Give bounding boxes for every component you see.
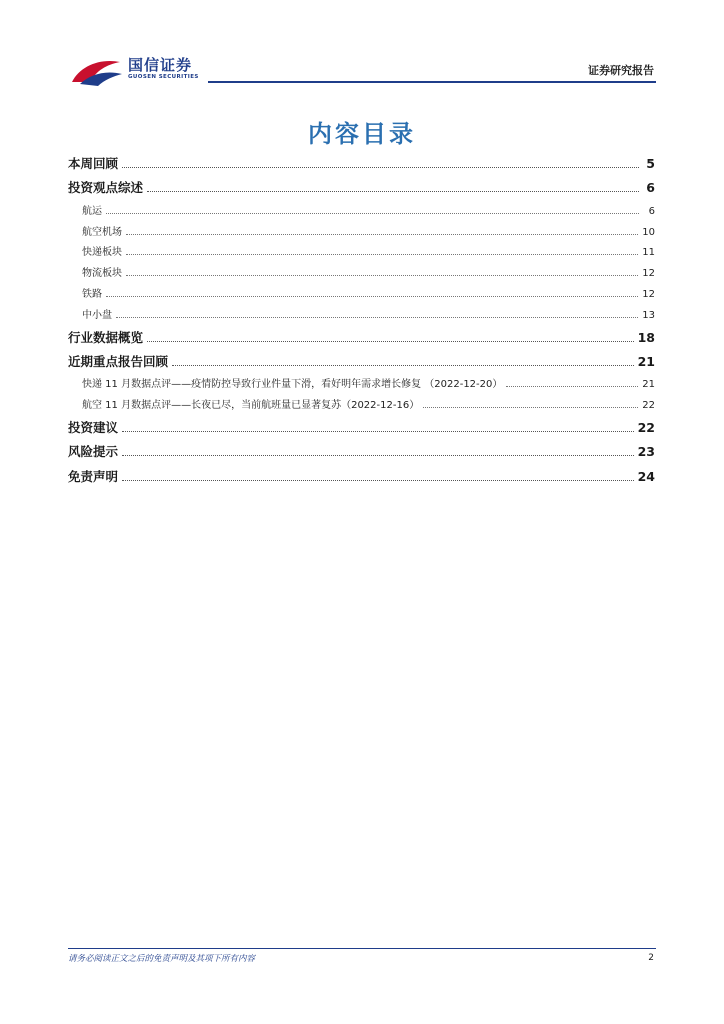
toc-entry-page: 23 — [637, 444, 655, 460]
toc-entry-page: 13 — [642, 309, 655, 321]
toc-entry-page: 21 — [642, 379, 655, 391]
toc-entry-page: 11 — [642, 247, 655, 259]
logo-name: 国信证券 — [128, 56, 193, 74]
toc-leader-dots — [126, 275, 638, 276]
toc-entry-page: 5 — [646, 156, 655, 171]
footer-disclaimer: 请务必阅读正文之后的免责声明及其项下所有内容 — [68, 954, 256, 964]
toc-leader-dots — [147, 341, 634, 342]
toc-entry[interactable] — [68, 152, 655, 176]
toc-entry[interactable] — [68, 201, 655, 222]
report-type: 证券研究报告 — [588, 64, 654, 77]
toc-entry-page: 10 — [642, 226, 655, 238]
toc-entry-label: 铁路 — [82, 288, 102, 300]
toc-entry-page: 18 — [637, 329, 655, 345]
toc-entry-label: 中小盘 — [82, 309, 112, 321]
toc-entry[interactable] — [68, 326, 655, 350]
toc-entry-label: 风险提示 — [68, 444, 119, 460]
toc-entry-page: 22 — [642, 400, 655, 412]
toc-entry-label: 本周回顾 — [68, 156, 119, 171]
toc-entry-page: 22 — [637, 419, 655, 435]
toc-leader-dots — [126, 254, 638, 255]
toc-entry-label: 航空 11 月数据点评——长夜已尽，当前航班量已显著复苏（2022-12-16） — [82, 400, 420, 412]
page-number: 2 — [648, 953, 654, 963]
toc-entry[interactable] — [68, 242, 655, 263]
toc-entry-label: 免责声明 — [68, 468, 119, 484]
toc-entry-page: 12 — [642, 268, 655, 280]
toc-entry[interactable] — [68, 284, 655, 305]
toc-leader-dots — [116, 317, 638, 318]
toc-entry-label: 近期重点报告回顾 — [68, 353, 169, 369]
toc-leader-dots — [122, 431, 634, 432]
toc-leader-dots — [106, 213, 639, 214]
toc-entry-label: 航空机场 — [82, 226, 122, 238]
toc-entry[interactable] — [68, 416, 655, 440]
toc-entry-page: 6 — [648, 205, 655, 217]
toc-entry[interactable] — [68, 440, 655, 464]
toc-entry-page: 12 — [642, 288, 655, 300]
toc-entry-label: 投资建议 — [68, 419, 119, 435]
toc-leader-dots — [423, 407, 638, 408]
header-divider — [208, 81, 656, 83]
toc-leader-dots — [506, 386, 638, 387]
table-of-contents — [68, 152, 655, 489]
toc-leader-dots — [122, 455, 634, 456]
toc-entry-page: 6 — [646, 180, 655, 196]
toc-entry[interactable] — [68, 350, 655, 374]
toc-leader-dots — [106, 296, 638, 297]
toc-entry-label: 行业数据概览 — [68, 329, 144, 345]
toc-entry-label: 物流板块 — [82, 268, 122, 280]
toc-entry[interactable] — [68, 374, 655, 395]
toc-entry[interactable] — [68, 263, 655, 284]
toc-title: 内容目录 — [308, 120, 416, 148]
toc-entry[interactable] — [68, 222, 655, 243]
logo-english-name: GUOSEN SECURITIES — [128, 74, 199, 80]
toc-entry-page: 21 — [637, 353, 655, 369]
toc-leader-dots — [172, 365, 634, 366]
toc-leader-dots — [147, 191, 639, 192]
toc-leader-dots — [122, 480, 634, 481]
toc-entry[interactable] — [68, 305, 655, 326]
toc-entry-label: 快递板块 — [82, 247, 122, 259]
toc-entry[interactable] — [68, 465, 655, 489]
toc-entry[interactable] — [68, 176, 655, 200]
toc-entry-label: 快递 11 月数据点评——疫情防控导致行业件量下滑，看好明年需求增长修复 （2022-12-20） — [82, 379, 503, 391]
toc-leader-dots — [122, 167, 639, 168]
toc-entry[interactable] — [68, 395, 655, 416]
toc-leader-dots — [126, 234, 638, 235]
toc-entry-label: 航运 — [82, 205, 102, 217]
toc-entry-page: 24 — [637, 468, 655, 484]
footer-divider — [68, 948, 656, 949]
toc-entry-label: 投资观点综述 — [68, 180, 144, 196]
